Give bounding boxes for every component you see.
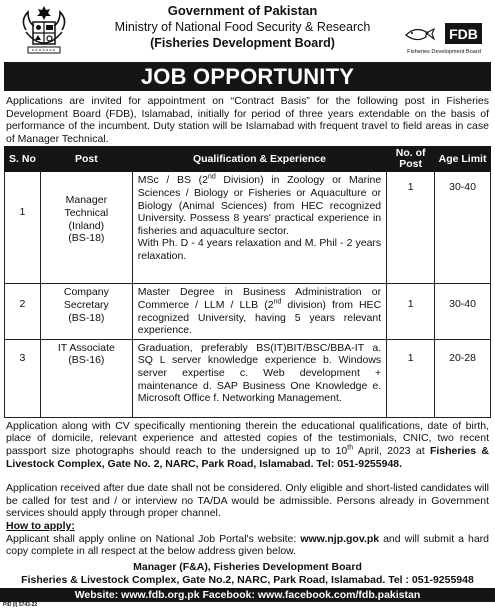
qualification-relaxation: With Ph. D - 4 years relaxation and M. Phil - 2 years relaxation. <box>137 237 382 262</box>
table-header-row <box>5 147 491 172</box>
post-line: (Inland) <box>68 219 105 232</box>
application-instructions: Application along with CV specifically mentioning therein the educational qualifications, date of birth, place of domicile, relevant experience and attested copies of the testimonials, CNIC, two recent passport size photographs should reach to the undersigned up to 10th April, 2023 at Fisheries & Livestock Complex, Gate No. 2, NARC, Park Road, Islamabad. Tel: 051-9255948. <box>6 419 490 470</box>
fdb-logo <box>403 20 485 56</box>
row-post <box>40 172 132 284</box>
row-number-of-posts: 1 <box>387 284 435 339</box>
table-row <box>5 172 491 284</box>
njp-website-link[interactable]: www.njp.gov.pk <box>300 532 380 545</box>
row-age-limit: 30-40 <box>435 172 491 284</box>
how-to-apply-heading: How to apply: <box>6 519 75 532</box>
post-line: (BS-16) <box>68 354 105 367</box>
post-line: Manager <box>65 194 108 207</box>
fdb-logo-caption: Fisheries Development Board <box>407 49 481 55</box>
post-line: Technical <box>64 206 109 219</box>
post-line: Company <box>63 286 109 299</box>
row-qualification: Graduation, preferably BS(IT)BIT/BSC/BBA-IT a. SQ L server knowledge experience b. Windows server expertise c. Web development + maintenance d. SAP Business One Knowledge e. Microsoft Office f. Networking Management. <box>132 339 386 417</box>
fdb-logo-text: FDB <box>449 26 478 42</box>
pid-number: PID (I) 5743-22 <box>3 602 38 608</box>
row-sno: 1 <box>5 172 41 284</box>
col-header-qualification: Qualification & Experience <box>132 147 386 172</box>
col-header-post: Post <box>40 147 132 172</box>
header-board: (Fisheries Development Board) <box>150 36 335 50</box>
footer-manager: Manager (F&A), Fisheries Development Board <box>133 561 362 573</box>
eligibility-note: Application received after due date shall not be considered. Only eligible and short-listed candidates will be called for test and / or interview no TA/DA would be admissible. Persons already in Government services should apply through proper channel. <box>6 482 489 520</box>
pakistan-state-emblem-icon <box>18 4 70 56</box>
row-qualification: Master Degree in Business Administration or Commerce / LLM / LLB (2nd division) from HEC recognized University, having 5 years relevant experience. <box>132 284 386 339</box>
row-age-limit: 20-28 <box>435 339 491 417</box>
footer-address: Fisheries & Livestock Complex, Gate No.2, NARC, Park Road, Islamabad. Tel : 051-9255948 <box>21 574 474 586</box>
row-number-of-posts: 1 <box>387 339 435 417</box>
post-line: IT Associate <box>57 341 115 354</box>
intro-paragraph: Applications are invited for appointment on “Contract Basis” for the following post in Fisheries Development Board (FDB), Islamabad, initially for period of three years extendable on the basis of performance of the incumbent. Duty station will be Islamabad with frequent travel to field areas in case of Manager Technical. <box>6 95 489 145</box>
col-header-number: No. of Post <box>387 147 435 172</box>
row-sno: 3 <box>5 339 41 417</box>
row-qualification: MSc / BS (2nd Division) in Zoology or Marine Sciences / Biology or Fisheries or Aquaculture or Biology (Animal Sciences) from HEC recognized University. Possess 8 years' practical experience in fisheries and aquaculture sector. With Ph. D - 4 years relaxation and M. Phil - 2 years relaxation. <box>132 172 386 284</box>
row-post <box>40 339 132 417</box>
row-age-limit: 30-40 <box>435 284 491 339</box>
col-header-sno: S. No <box>5 147 41 172</box>
table-row <box>5 284 491 339</box>
header-text <box>84 3 401 51</box>
job-opportunity-banner: JOB OPPORTUNITY <box>4 62 491 91</box>
col-header-age: Age Limit <box>435 147 491 172</box>
posts-table <box>4 146 491 417</box>
footer <box>0 561 495 602</box>
table-row <box>5 339 491 417</box>
post-line: (BS-18) <box>68 232 105 245</box>
submission-address: Fisheries & Livestock Complex, Gate No. 2, NARC, Park Road, Islamabad. Tel: 051-9255948. <box>6 444 490 470</box>
how-to-apply-text: Applicant shall apply online on National Job Portal's website: www.njp.gov.pk and will submit a hard copy complete in all respect at the below address given below. <box>6 532 489 558</box>
row-sno: 2 <box>5 284 41 339</box>
header-government: Government of Pakistan <box>167 3 318 18</box>
header <box>4 0 491 62</box>
footer-website-bar[interactable]: Website: www.fdb.org.pk Facebook: www.facebook.com/fdb.pakistan <box>0 588 495 602</box>
row-post <box>40 284 132 339</box>
row-number-of-posts: 1 <box>387 172 435 284</box>
post-line: Secretary <box>63 298 109 311</box>
header-ministry: Ministry of National Food Security & Research <box>114 20 371 34</box>
post-line: (BS-18) <box>68 311 105 324</box>
